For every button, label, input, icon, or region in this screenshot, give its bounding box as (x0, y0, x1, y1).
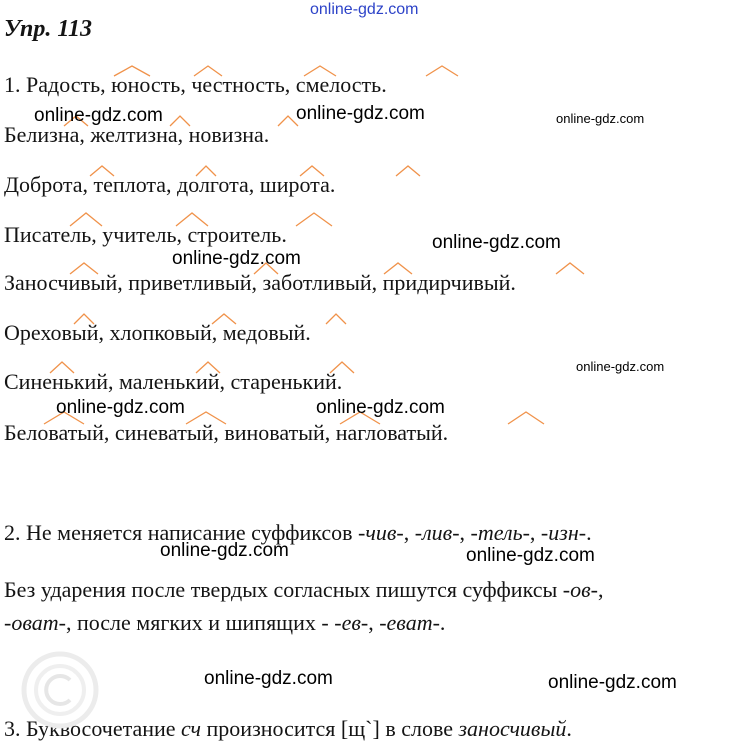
line-end: -, (590, 577, 604, 602)
suffix-izn: изн (548, 520, 579, 545)
dash: - (4, 610, 12, 635)
part3-text: 3. Буквосочетание (4, 716, 182, 741)
part1-line-5: Заносчивый, приветливый, заботливый, придирчивый. (4, 270, 516, 295)
suffix-ev: ев (341, 610, 361, 635)
watermark: online-gdz.com (548, 672, 677, 693)
part2-line-1 (4, 520, 592, 546)
suffix-chiv: чив (365, 520, 397, 545)
watermark: online-gdz.com (296, 103, 425, 124)
suffix-ovat: оват (11, 610, 59, 635)
part1-line-3: Доброта, теплота, долгота, широта. (4, 172, 336, 197)
part1-line-7: Синенький, маленький, старенький. (4, 369, 343, 394)
suffix-liv: лив (422, 520, 453, 545)
watermark: online-gdz.com (316, 397, 445, 418)
separator: -, - (452, 520, 478, 545)
line-end: -. (432, 610, 446, 635)
watermark: online-gdz.com (556, 111, 645, 126)
part1-line-2: Белизна, желтизна, новизна. (4, 122, 270, 147)
part3-text-mid: произносится [щ`] в слове (201, 716, 459, 741)
watermark: online-gdz.com (432, 232, 561, 253)
part2-line3-text: -, после мягких и шипящих - - (58, 610, 342, 635)
part1-line-1: 1. Радость, юность, честность, смелость. (4, 72, 387, 97)
exercise-title: Упр. 113 (4, 16, 93, 42)
suffix-tel: тель (477, 520, 523, 545)
watermark: online-gdz.com (56, 397, 185, 418)
line-end: . (566, 716, 572, 741)
faded-copyright-seal-icon (18, 648, 102, 732)
letter-combination: сч (181, 716, 202, 741)
part2-line-2 (4, 577, 603, 603)
part1-line-6: Ореховый, хлопковый, медовый. (4, 320, 311, 345)
part2-line2-text: Без ударения после твердых согласных пишутся суффиксы - (4, 577, 571, 602)
watermark: online-gdz.com (172, 248, 301, 269)
example-word: заносчивый (458, 716, 567, 741)
suffix-evat: еват (386, 610, 433, 635)
separator: -, - (360, 610, 387, 635)
watermark: online-gdz.com (576, 359, 665, 374)
part2-line1-text: 2. Не меняется написание суффиксов - (4, 520, 366, 545)
separator: -, - (396, 520, 423, 545)
part1-line-4: Писатель, учитель, строитель. (4, 222, 287, 247)
part2-line-3 (4, 610, 445, 636)
suffix-ov: ов (570, 577, 591, 602)
top-watermark: online-gdz.com (310, 1, 419, 18)
watermark: online-gdz.com (466, 545, 595, 566)
watermark: online-gdz.com (160, 540, 289, 561)
separator: -, - (522, 520, 549, 545)
part1-line-8: Беловатый, синеватый, виноватый, нагловатый. (4, 420, 449, 445)
watermark: online-gdz.com (204, 668, 333, 689)
watermark: online-gdz.com (34, 105, 163, 126)
line-end: -. (578, 520, 592, 545)
